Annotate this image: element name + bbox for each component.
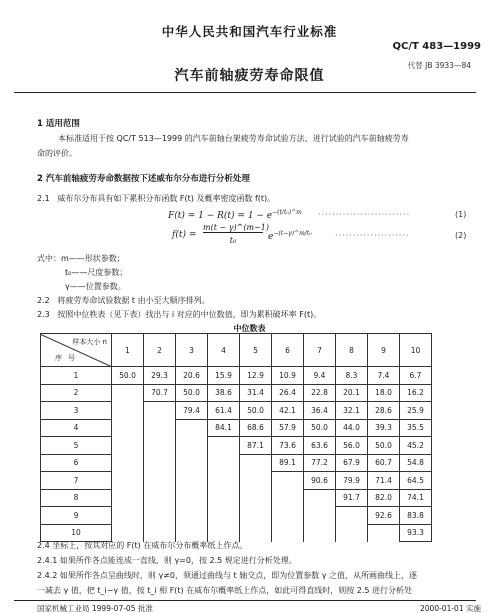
table-cell: 44.0 — [336, 419, 368, 437]
row-label: 1 — [41, 367, 112, 385]
table-cell: 25.9 — [400, 402, 432, 420]
table-cell — [112, 524, 144, 542]
column-header: 9 — [368, 334, 400, 367]
section-1-heading: 1 适用范围 — [37, 119, 80, 129]
table-cell — [144, 454, 176, 472]
table-cell — [368, 524, 400, 542]
table-cell — [240, 507, 272, 525]
table-cell — [176, 507, 208, 525]
median-table-caption: 中位数表 — [233, 324, 266, 333]
column-header: 1 — [112, 334, 144, 367]
clause-2-2-text: 将疲劳寿命试验数据 t 由小至大顺序排列。 — [57, 296, 210, 305]
table-cell: 50.0 — [240, 402, 272, 420]
table-cell: 32.1 — [336, 402, 368, 420]
column-header: 6 — [272, 334, 304, 367]
table-cell: 50.0 — [304, 419, 336, 437]
table-cell — [144, 507, 176, 525]
where-t0: t₀——尺度参数； — [65, 268, 128, 277]
header-sample-size: 样本大小 n — [72, 338, 107, 346]
equation-2-e: e — [268, 232, 274, 242]
table-row — [41, 524, 432, 542]
table-cell: 50.0 — [368, 437, 400, 455]
table-cell — [144, 419, 176, 437]
column-header: 5 — [240, 334, 272, 367]
equation-2-denominator: t₀ — [229, 236, 237, 245]
table-cell — [144, 402, 176, 420]
table-row — [41, 402, 432, 420]
table-cell — [208, 524, 240, 542]
row-label: 6 — [41, 454, 112, 472]
table-cell — [240, 489, 272, 507]
table-cell — [272, 489, 304, 507]
table-cell: 67.9 — [336, 454, 368, 472]
equation-1-number: (1) — [455, 210, 467, 219]
equation-2-leader: ····················· — [335, 231, 410, 240]
table-cell: 63.6 — [304, 437, 336, 455]
table-cell — [176, 489, 208, 507]
table-row — [41, 419, 432, 437]
table-cell: 61.4 — [208, 402, 240, 420]
table-row — [41, 454, 432, 472]
table-cell: 8.3 — [336, 367, 368, 385]
table-cell: 70.7 — [144, 384, 176, 402]
table-cell — [176, 524, 208, 542]
equation-1-exponent: −(t/t₀)^m — [272, 209, 302, 216]
table-cell — [144, 489, 176, 507]
table-row — [41, 507, 432, 525]
clause-2-2 — [37, 295, 210, 306]
clause-2-2-number: 2.2 — [37, 296, 50, 305]
table-cell: 91.7 — [336, 489, 368, 507]
column-header: 10 — [400, 334, 432, 367]
table-cell — [176, 472, 208, 490]
table-cell: 28.6 — [368, 402, 400, 420]
table-row — [41, 437, 432, 455]
equation-2-lhs: f(t) = — [172, 230, 197, 240]
table-cell — [112, 454, 144, 472]
row-label: 9 — [41, 507, 112, 525]
table-cell — [112, 419, 144, 437]
table-cell: 54.8 — [400, 454, 432, 472]
column-header: 7 — [304, 334, 336, 367]
table-row — [41, 384, 432, 402]
clause-2-4-2-line-1: 2.4.2 如果所作各点呈曲线时，则 γ≠0，须通过曲线与 t 轴交点，即为位置参数 γ 之值，从所画曲线上，逐 — [37, 571, 418, 580]
row-label: 10 — [41, 524, 112, 542]
table-cell: 89.1 — [272, 454, 304, 472]
table-cell — [336, 507, 368, 525]
table-cell — [176, 454, 208, 472]
table-cell: 77.2 — [304, 454, 336, 472]
footer-rule — [14, 600, 476, 601]
where-gamma: γ——位置参数。 — [65, 282, 126, 291]
table-row — [41, 367, 432, 385]
header-rule — [14, 92, 476, 93]
table-cell: 79.9 — [336, 472, 368, 490]
table-cell — [208, 437, 240, 455]
clause-2-3-text: 按照中位秩表（见下表）找出与 i 对应的中位数值，即为累积破坏率 F(t)。 — [57, 310, 322, 319]
table-cell: 56.0 — [336, 437, 368, 455]
table-cell: 38.6 — [208, 384, 240, 402]
clause-2-1-number: 2.1 — [37, 194, 50, 203]
standard-number: QC/T 483—1999 — [392, 41, 481, 52]
table-cell: 12.9 — [240, 367, 272, 385]
replaces-note: 代替 JB 3933—84 — [407, 61, 471, 70]
section-1-text-line-1: 本标准适用于按 QC/T 513—1999 的汽车前轴台架疲劳寿命试验方法、进行试验的汽车前轴疲劳寿 — [58, 134, 409, 143]
approval-date: 国家机械工业局 1999-07-05 批准 — [37, 604, 153, 613]
table-cell — [272, 472, 304, 490]
column-header: 3 — [176, 334, 208, 367]
table-cell — [112, 384, 144, 402]
table-cell: 20.1 — [336, 384, 368, 402]
table-cell — [240, 472, 272, 490]
equation-2-number: (2) — [455, 231, 467, 240]
table-cell: 87.1 — [240, 437, 272, 455]
table-cell — [112, 489, 144, 507]
table-cell: 93.3 — [400, 524, 432, 542]
table-cell: 20.6 — [176, 367, 208, 385]
row-label: 3 — [41, 402, 112, 420]
median-table-header-row — [41, 334, 432, 367]
table-cell: 6.7 — [400, 367, 432, 385]
section-2-heading: 2 汽车前轴疲劳寿命数据按下述威布尔分布进行分析处理 — [37, 174, 250, 184]
implementation-date: 2000-01-01 实施 — [420, 604, 481, 613]
equation-1 — [168, 209, 302, 221]
table-cell — [272, 524, 304, 542]
table-cell: 29.3 — [144, 367, 176, 385]
table-cell — [272, 507, 304, 525]
clause-2-3-number: 2.3 — [37, 310, 50, 319]
table-cell — [176, 419, 208, 437]
table-cell: 57.9 — [272, 419, 304, 437]
table-cell: 42.1 — [272, 402, 304, 420]
table-cell — [208, 472, 240, 490]
table-cell: 84.1 — [208, 419, 240, 437]
table-cell: 68.6 — [240, 419, 272, 437]
table-cell: 50.0 — [176, 384, 208, 402]
clause-2-3 — [37, 309, 321, 320]
table-cell: 50.0 — [112, 367, 144, 385]
table-cell: 36.4 — [304, 402, 336, 420]
row-label: 8 — [41, 489, 112, 507]
table-cell: 16.2 — [400, 384, 432, 402]
table-cell: 90.6 — [304, 472, 336, 490]
equation-2-numerator: m(t − γ)^(m−1) — [203, 223, 269, 232]
document-title: 汽车前轴疲劳寿命限值 — [174, 68, 325, 84]
table-cell — [336, 524, 368, 542]
equation-1-body: F(t) = 1 − R(t) = 1 − e — [168, 211, 273, 221]
table-cell: 10.9 — [272, 367, 304, 385]
column-header: 8 — [336, 334, 368, 367]
table-cell: 73.6 — [272, 437, 304, 455]
table-cell: 79.4 — [176, 402, 208, 420]
clause-2-1 — [37, 193, 275, 204]
table-cell — [112, 472, 144, 490]
table-cell: 74.1 — [400, 489, 432, 507]
row-label: 7 — [41, 472, 112, 490]
table-corner-cell — [41, 334, 112, 367]
table-cell: 92.6 — [368, 507, 400, 525]
median-rank-table — [40, 333, 432, 542]
table-cell: 7.4 — [368, 367, 400, 385]
table-cell — [240, 454, 272, 472]
table-cell: 26.4 — [272, 384, 304, 402]
table-cell — [208, 454, 240, 472]
clause-2-4: 2.4 坐标上，按其对应的 F(t) 在威布尔分布概率纸上作点。 — [37, 541, 248, 550]
table-cell: 64.5 — [400, 472, 432, 490]
table-cell: 39.3 — [368, 419, 400, 437]
equation-1-leader: ·························· — [318, 210, 411, 219]
table-cell: 15.9 — [208, 367, 240, 385]
table-row — [41, 472, 432, 490]
column-header: 4 — [208, 334, 240, 367]
clause-2-4-1: 2.4.1 如果所作各点能连成一直线，则 γ=0，按 2.5 规定进行分析处理。 — [37, 556, 297, 565]
table-cell — [304, 524, 336, 542]
section-1-text-line-2: 命的评价。 — [37, 149, 77, 158]
table-cell — [304, 489, 336, 507]
table-cell — [112, 507, 144, 525]
standard-body-header: 中华人民共和国汽车行业标准 — [161, 24, 338, 39]
table-cell — [144, 437, 176, 455]
table-cell: 31.4 — [240, 384, 272, 402]
table-cell — [176, 437, 208, 455]
table-cell — [208, 507, 240, 525]
clause-2-1-text: 威布尔分布具有如下累积分布函数 F(t) 及概率密度函数 f(t)。 — [57, 194, 276, 203]
row-label: 4 — [41, 419, 112, 437]
table-cell: 9.4 — [304, 367, 336, 385]
table-cell: 18.0 — [368, 384, 400, 402]
row-label: 2 — [41, 384, 112, 402]
column-header: 2 — [144, 334, 176, 367]
table-cell — [112, 437, 144, 455]
table-cell: 45.2 — [400, 437, 432, 455]
table-cell — [112, 402, 144, 420]
table-cell — [304, 507, 336, 525]
table-cell: 35.5 — [400, 419, 432, 437]
table-cell: 83.8 — [400, 507, 432, 525]
table-cell: 22.8 — [304, 384, 336, 402]
row-label: 5 — [41, 437, 112, 455]
table-cell — [240, 524, 272, 542]
equation-2-rhs — [268, 230, 312, 242]
where-m: 式中：m——形状参数； — [37, 254, 125, 263]
table-cell: 82.0 — [368, 489, 400, 507]
clause-2-4-2-line-2: 一减去 γ 值，把 t_i−γ 值，按 t_i 相 F(t) 在威布尔概率纸上作点，如此可得直线时，则按 2.5 进行分析处 — [37, 586, 413, 595]
table-cell — [144, 472, 176, 490]
table-cell: 60.7 — [368, 454, 400, 472]
header-order: 序号 — [55, 354, 81, 362]
table-cell — [144, 524, 176, 542]
equation-2-exponent: −(t−γ)^m/t₀ — [273, 230, 312, 237]
table-cell — [208, 489, 240, 507]
table-cell: 71.4 — [368, 472, 400, 490]
table-row — [41, 489, 432, 507]
